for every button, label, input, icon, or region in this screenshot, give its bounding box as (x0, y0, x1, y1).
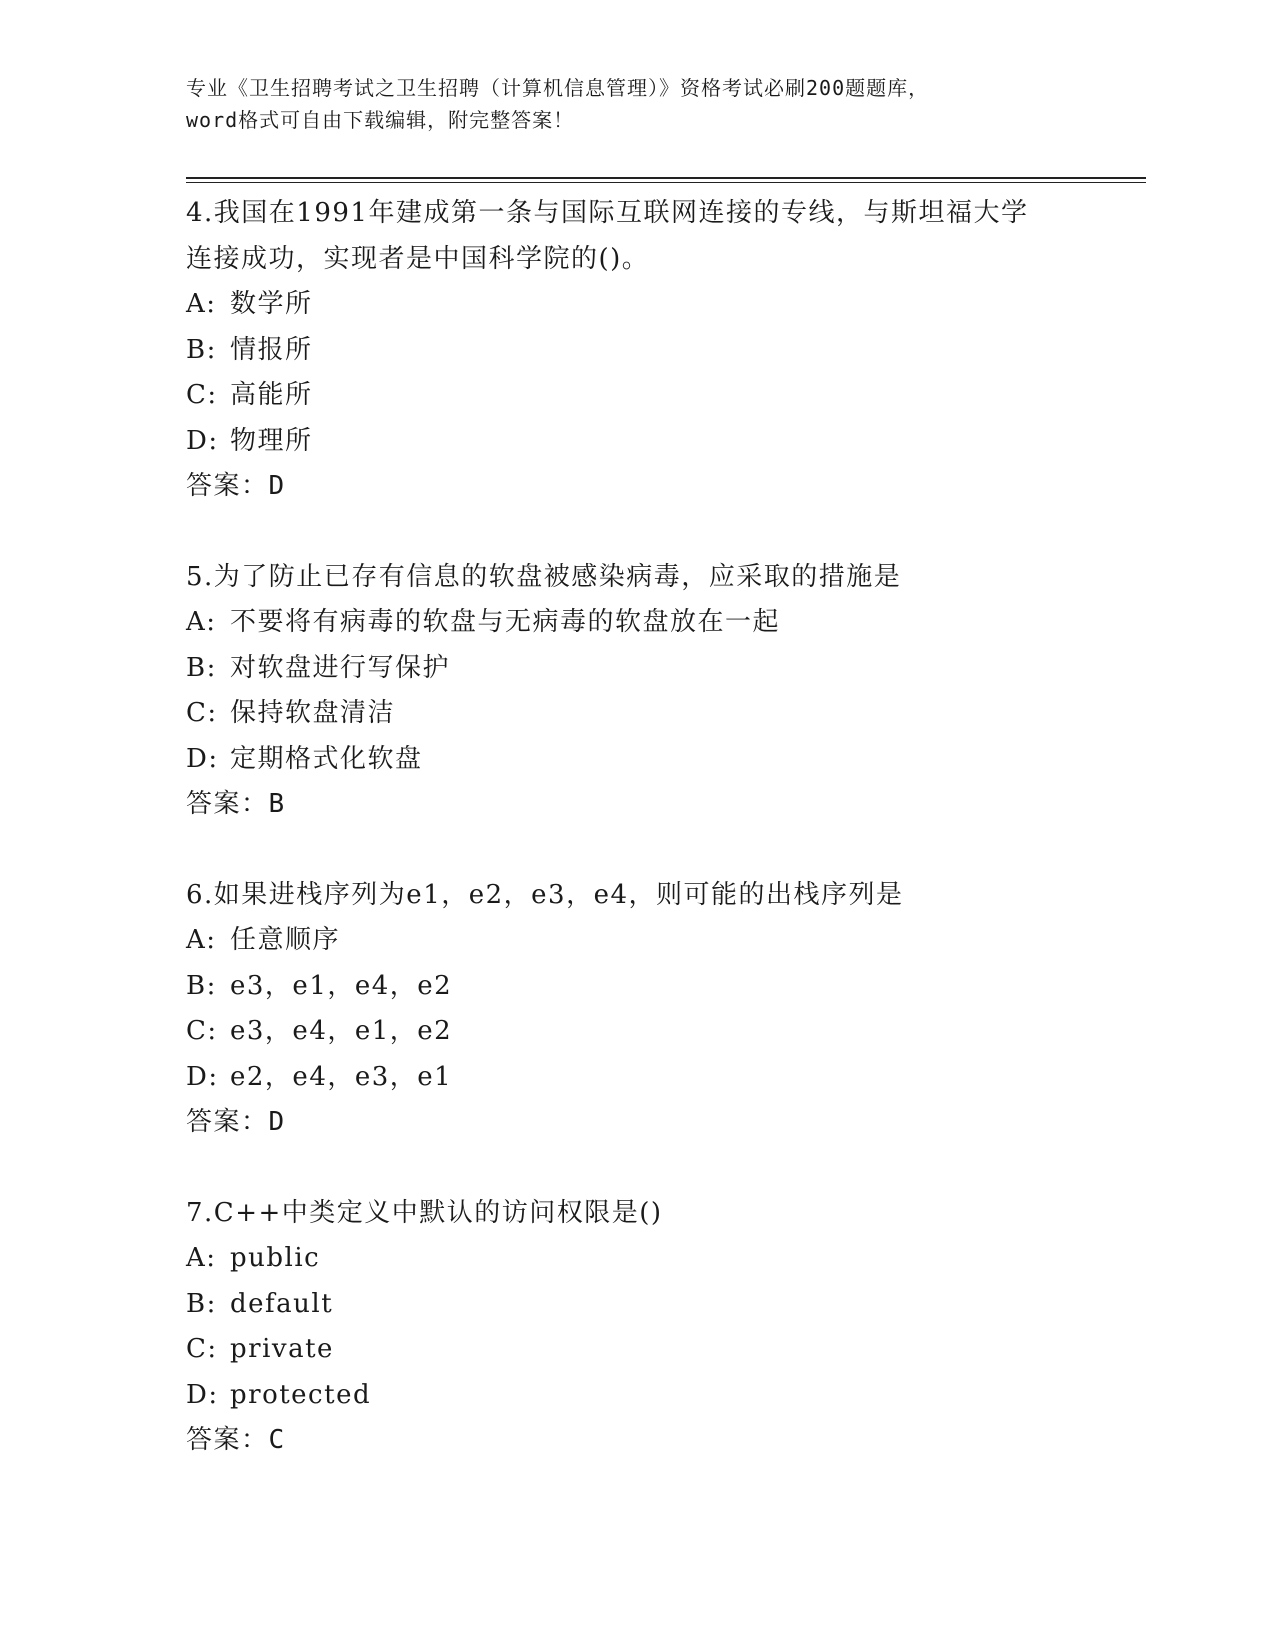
option-text: protected (230, 1379, 372, 1410)
option-text: 数学所 (230, 289, 313, 319)
option-letter: D: (186, 1061, 219, 1092)
answer-value: C (268, 1425, 286, 1455)
option-text: 对软盘进行写保护 (230, 652, 451, 683)
option-text: default (230, 1288, 334, 1319)
question-5 (186, 554, 1106, 826)
option-c (186, 1009, 1106, 1055)
question-stem: 连接成功，实现者是中国科学院的()。 (186, 244, 650, 274)
option-text: 高能所 (230, 380, 313, 410)
header-divider (186, 177, 1146, 179)
option-letter: C: (186, 1016, 218, 1046)
question-stem: 5.为了防止已存有信息的软盘被感染病毒，应采取的措施是 (186, 562, 902, 592)
option-text: 情报所 (230, 334, 313, 365)
option-text: public (230, 1243, 321, 1273)
question-4 (186, 190, 1106, 508)
answer-line (186, 782, 1106, 826)
option-letter: A: (186, 1243, 217, 1273)
option-text: e3，e4，e1，e2 (230, 1016, 453, 1046)
answer-label: 答案： (186, 471, 269, 501)
option-a (186, 600, 1106, 646)
option-letter: B: (186, 1288, 217, 1319)
answer-value: D (268, 471, 286, 501)
option-text: e3，e1，e4，e2 (230, 970, 453, 1001)
option-text: 物理所 (230, 425, 313, 456)
header-title-line-2: word格式可自由下载编辑，附完整答案！ (186, 108, 575, 132)
option-a (186, 282, 1106, 328)
question-stem: 7.C++中类定义中默认的访问权限是() (186, 1198, 663, 1228)
option-b (186, 964, 1106, 1010)
option-letter: C: (186, 380, 218, 410)
option-text: e2，e4，e3，e1 (230, 1061, 453, 1092)
answer-value: D (268, 1107, 286, 1137)
option-letter: D: (186, 425, 219, 456)
option-letter: A: (186, 289, 217, 319)
option-text: private (230, 1334, 334, 1364)
option-d (186, 737, 1106, 783)
option-letter: D: (186, 1379, 219, 1410)
option-d (186, 1055, 1106, 1101)
option-letter: B: (186, 970, 217, 1001)
option-a (186, 1236, 1106, 1282)
header-title-line-1: 专业《卫生招聘考试之卫生招聘（计算机信息管理）》资格考试必刷200题题库， (186, 76, 930, 100)
option-b (186, 1282, 1106, 1328)
option-a (186, 918, 1106, 964)
question-6 (186, 872, 1106, 1144)
answer-label: 答案： (186, 1425, 269, 1455)
answer-label: 答案： (186, 1107, 269, 1137)
option-letter: D: (186, 743, 219, 774)
option-letter: C: (186, 698, 218, 728)
option-text: 保持软盘清洁 (230, 698, 396, 728)
option-b (186, 646, 1106, 692)
option-letter: C: (186, 1334, 218, 1364)
question-7 (186, 1190, 1106, 1462)
question-stem: 6.如果进栈序列为e1，e2，e3，e4，则可能的出栈序列是 (186, 880, 904, 910)
option-c (186, 1327, 1106, 1373)
option-letter: B: (186, 334, 217, 365)
answer-label: 答案： (186, 789, 269, 819)
header-divider-thin (186, 182, 1146, 183)
answer-value: B (268, 789, 286, 819)
document-header (186, 72, 1086, 136)
option-letter: A: (186, 607, 217, 637)
option-d (186, 419, 1106, 465)
option-text: 定期格式化软盘 (230, 743, 423, 774)
option-b (186, 328, 1106, 374)
option-letter: A: (186, 925, 217, 955)
answer-line (186, 1418, 1106, 1462)
option-text: 任意顺序 (230, 925, 341, 955)
option-c (186, 373, 1106, 419)
question-list (186, 190, 1106, 1462)
answer-line (186, 1100, 1106, 1144)
option-c (186, 691, 1106, 737)
option-letter: B: (186, 652, 217, 683)
option-d (186, 1373, 1106, 1419)
option-text: 不要将有病毒的软盘与无病毒的软盘放在一起 (230, 607, 781, 637)
question-stem: 4.我国在1991年建成第一条与国际互联网连接的专线，与斯坦福大学 (186, 198, 1029, 228)
answer-line (186, 464, 1106, 508)
